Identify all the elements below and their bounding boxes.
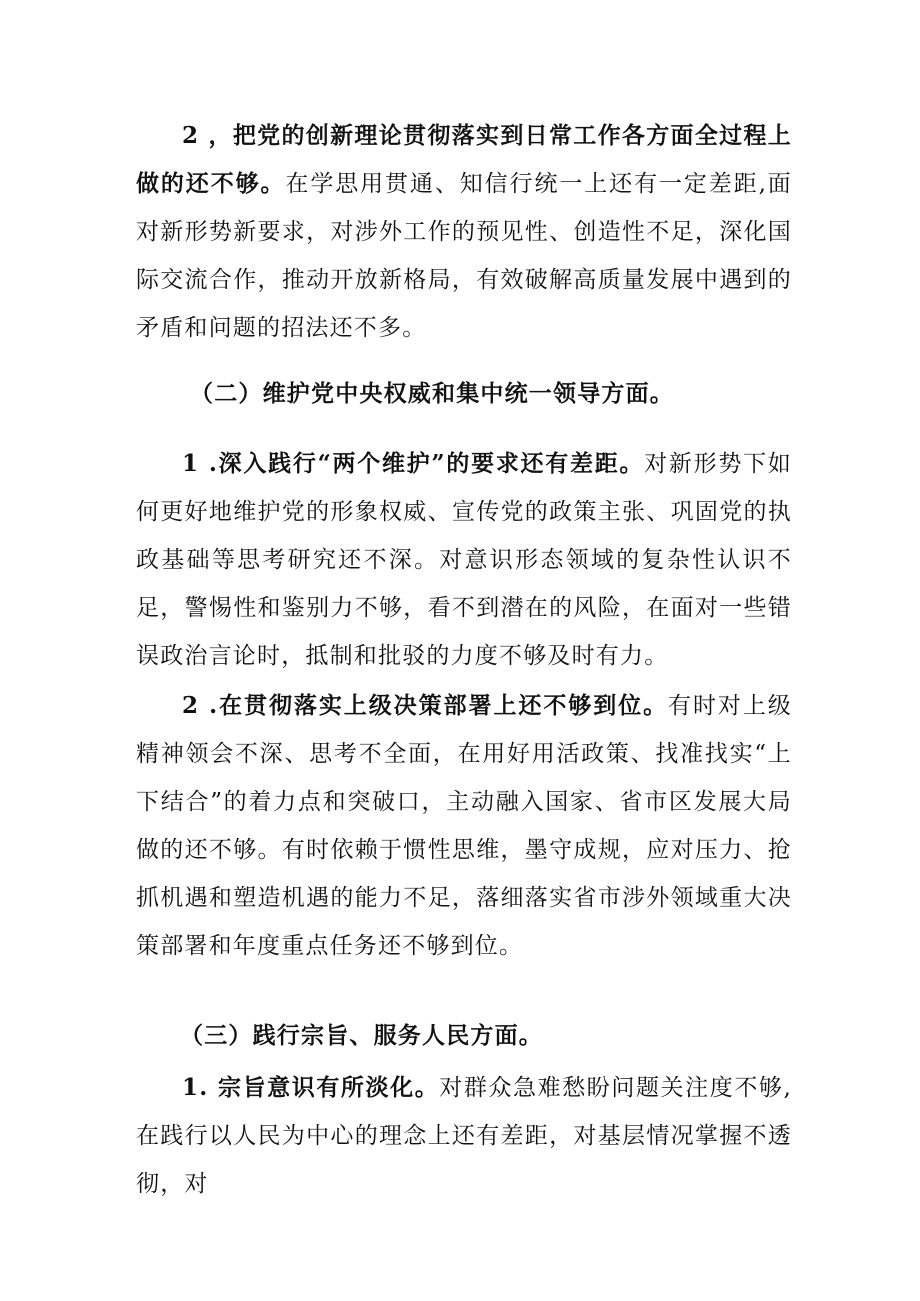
- paragraph-lead-bold: 2 ，把党的创新理论贯彻落实到日常工作各方面全过程上做的还不够。: [136, 122, 792, 197]
- paragraph-1-purpose: [136, 1064, 792, 1208]
- paragraph-2-implementation: [136, 682, 792, 970]
- paragraph-body: 对新形势下如何更好地维护党的形象权威、宣传党的政策主张、巩固党的执政基础等思考研究还不深。对意识形态领域的复杂性认识不足，警惕性和鉴别力不够，看不到潜在的风险，在面对一些错误政治言论时，抵制和批驳的力度不够及时有力。: [136, 451, 792, 669]
- section-heading-3: （三）践行宗旨、服务人民方面。: [180, 1022, 543, 1049]
- paragraph-lead-bold: 2 .在贯彻落实上级决策部署上还不够到位。: [182, 692, 669, 719]
- paragraph-body: 在学思用贯通、知信行统一上还有一定差距,面对新形势新要求，对涉外工作的预见性、创造性不足，深化国际交流合作，推动开放新格局，有效破解高质量发展中遇到的矛盾和问题的招法还不多。: [136, 171, 792, 341]
- paragraph-1-two-safeguards: [136, 440, 792, 680]
- paragraph-lead-bold: 1 .深入践行“两个维护”的要求还有差距。: [182, 450, 645, 477]
- section-heading-2: （二）维护党中央权威和集中统一领导方面。: [190, 380, 674, 407]
- paragraph-body: 有时对上级精神领会不深、思考不全面，在用好用活政策、找准找实“上下结合”的着力点和突破口，主动融入国家、省市区发展大局做的还不够。有时依赖于惯性思维，墨守成规，应对压力、抢抓机遇和塑造机遇的能力不足，落细落实省市涉外领域重大决策部署和年度重点任务还不够到位。: [136, 693, 793, 959]
- paragraph-body: 对群众急难愁盼问题关注度不够,在践行以人民为中心的理念上还有差距，对基层情况掌握不透彻，对: [136, 1075, 792, 1197]
- paragraph-2-theory: [136, 112, 792, 352]
- paragraph-lead-bold: 1. 宗旨意识有所淡化。: [182, 1074, 440, 1101]
